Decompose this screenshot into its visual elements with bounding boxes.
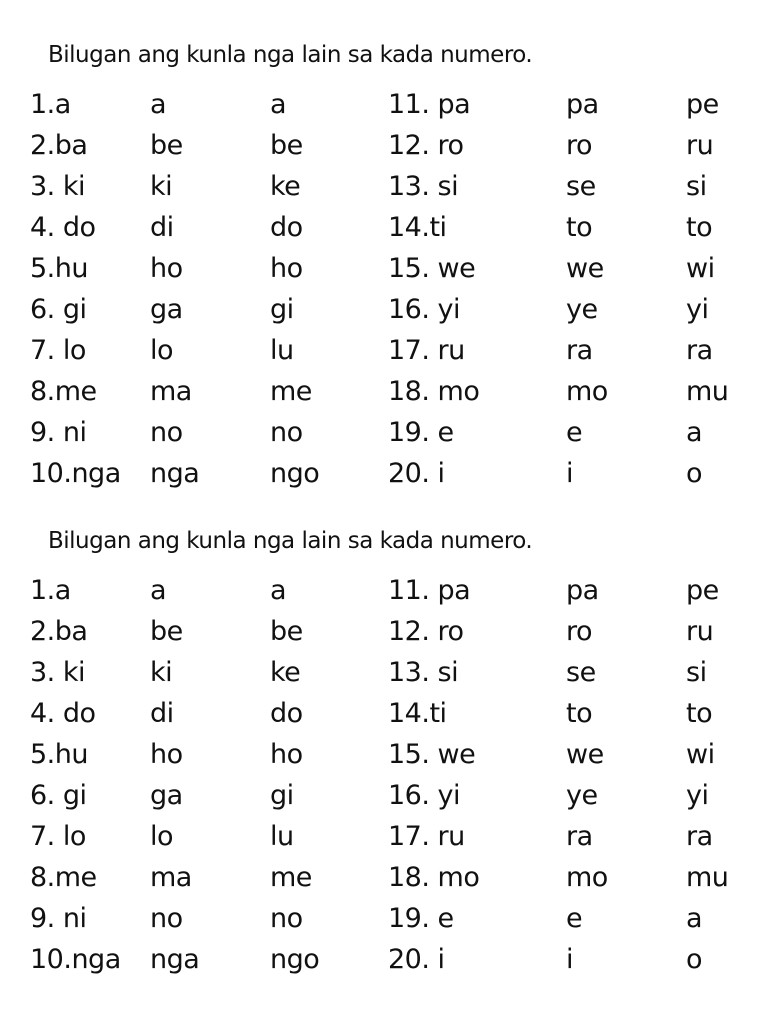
table-row [0,652,768,693]
syllable-choice: lu [270,335,294,366]
syllable-choice: ho [150,253,183,284]
syllable-choice: mo [566,376,608,407]
syllable-choice: me [270,862,312,893]
syllable-choice: ye [566,780,598,811]
syllable-choice: to [566,212,593,243]
item-number-syllable: 1.a [30,89,71,120]
syllable-choice: be [270,616,303,647]
item-number-syllable: 9. ni [30,417,87,448]
syllable-choice: ru [686,616,714,647]
syllable-choice: ra [566,821,593,852]
syllable-choice: lo [150,821,174,852]
syllable-choice: to [566,698,593,729]
item-number-syllable: 12. ro [388,616,464,647]
syllable-choice: o [686,944,703,975]
item-number-syllable: 4. do [30,212,96,243]
item-number-syllable: 2.ba [30,130,88,161]
item-number-syllable: 8.me [30,376,97,407]
syllable-choice: no [150,903,183,934]
item-number-syllable: 6. gi [30,294,87,325]
syllable-choice: no [150,417,183,448]
syllable-choice: yi [686,294,709,325]
syllable-choice: ho [270,253,303,284]
syllable-choice: ki [150,171,173,202]
syllable-choice: pa [566,89,599,120]
table-row [0,611,768,652]
syllable-choice: ho [150,739,183,770]
syllable-choice: ma [150,862,192,893]
syllable-choice: mu [686,376,729,407]
item-number-syllable: 17. ru [388,335,465,366]
syllable-choice: nga [150,458,200,489]
syllable-choice: e [566,417,583,448]
syllable-choice: ro [566,616,593,647]
syllable-choice: do [270,212,303,243]
syllable-choice: lu [270,821,294,852]
table-row [0,412,768,453]
syllable-choice: pe [686,89,719,120]
item-number-syllable: 14.ti [388,212,447,243]
syllable-choice: be [270,130,303,161]
syllable-choice: ke [270,657,301,688]
item-number-syllable: 15. we [388,253,476,284]
item-number-syllable: 13. si [388,171,459,202]
syllable-choice: ra [566,335,593,366]
table-row [0,330,768,371]
syllable-choice: a [270,89,287,120]
item-number-syllable: 18. mo [388,376,480,407]
table-row [0,816,768,857]
item-number-syllable: 11. pa [388,89,471,120]
item-number-syllable: 15. we [388,739,476,770]
item-number-syllable: 7. lo [30,335,86,366]
syllable-choice: be [150,130,183,161]
syllable-choice: ye [566,294,598,325]
item-number-syllable: 8.me [30,862,97,893]
syllable-choice: i [566,458,574,489]
syllable-choice: ngo [270,458,320,489]
syllable-choice: no [270,903,303,934]
syllable-choice: mo [566,862,608,893]
syllable-choice: a [686,903,703,934]
syllable-choice: di [150,698,174,729]
item-number-syllable: 16. yi [388,294,461,325]
syllable-choice: ki [150,657,173,688]
table-row [0,734,768,775]
syllable-choice: be [150,616,183,647]
syllable-choice: mu [686,862,729,893]
syllable-choice: gi [270,780,294,811]
syllable-choice: to [686,698,713,729]
syllable-choice: e [566,903,583,934]
table-row [0,207,768,248]
syllable-choice: wi [686,253,715,284]
item-number-syllable: 12. ro [388,130,464,161]
item-number-syllable: 9. ni [30,903,87,934]
syllable-choice: a [150,89,167,120]
item-number-syllable: 3. ki [30,657,85,688]
syllable-choice: si [686,657,707,688]
syllable-choice: se [566,171,596,202]
syllable-choice: a [686,417,703,448]
item-number-syllable: 16. yi [388,780,461,811]
item-number-syllable: 11. pa [388,575,471,606]
syllable-choice: ra [686,821,713,852]
table-row [0,289,768,330]
syllable-choice: nga [150,944,200,975]
syllable-choice: ga [150,780,183,811]
item-number-syllable: 4. do [30,698,96,729]
table-row [0,166,768,207]
item-number-syllable: 13. si [388,657,459,688]
syllable-choice: ra [686,335,713,366]
item-number-syllable: 10.nga [30,944,121,975]
worksheet-title: Bilugan ang kunla nga lain sa kada numero. [48,528,533,554]
syllable-choice: ro [566,130,593,161]
syllable-choice: we [566,253,604,284]
item-number-syllable: 10.nga [30,458,121,489]
syllable-choice: yi [686,780,709,811]
syllable-choice: no [270,417,303,448]
table-row [0,570,768,611]
table-row [0,693,768,734]
syllable-choice: a [270,575,287,606]
item-number-syllable: 6. gi [30,780,87,811]
syllable-choice: pa [566,575,599,606]
table-row [0,125,768,166]
syllable-table [0,570,768,980]
syllable-choice: me [270,376,312,407]
table-row [0,775,768,816]
table-row [0,371,768,412]
table-row [0,84,768,125]
item-number-syllable: 3. ki [30,171,85,202]
syllable-choice: ke [270,171,301,202]
item-number-syllable: 20. i [388,944,445,975]
syllable-choice: se [566,657,596,688]
item-number-syllable: 19. e [388,417,454,448]
item-number-syllable: 7. lo [30,821,86,852]
syllable-choice: wi [686,739,715,770]
syllable-choice: si [686,171,707,202]
item-number-syllable: 5.hu [30,253,88,284]
item-number-syllable: 5.hu [30,739,88,770]
syllable-choice: ru [686,130,714,161]
syllable-choice: ga [150,294,183,325]
syllable-choice: do [270,698,303,729]
syllable-choice: i [566,944,574,975]
syllable-choice: gi [270,294,294,325]
table-row [0,453,768,494]
table-row [0,248,768,289]
item-number-syllable: 1.a [30,575,71,606]
item-number-syllable: 18. mo [388,862,480,893]
item-number-syllable: 19. e [388,903,454,934]
syllable-choice: pe [686,575,719,606]
item-number-syllable: 14.ti [388,698,447,729]
syllable-choice: ngo [270,944,320,975]
worksheet-title: Bilugan ang kunla nga lain sa kada numero. [48,42,533,68]
syllable-choice: we [566,739,604,770]
syllable-choice: di [150,212,174,243]
table-row [0,898,768,939]
table-row [0,857,768,898]
syllable-choice: ma [150,376,192,407]
item-number-syllable: 2.ba [30,616,88,647]
syllable-table [0,84,768,494]
syllable-choice: o [686,458,703,489]
item-number-syllable: 20. i [388,458,445,489]
syllable-choice: to [686,212,713,243]
syllable-choice: a [150,575,167,606]
syllable-choice: ho [270,739,303,770]
item-number-syllable: 17. ru [388,821,465,852]
syllable-choice: lo [150,335,174,366]
table-row [0,939,768,980]
